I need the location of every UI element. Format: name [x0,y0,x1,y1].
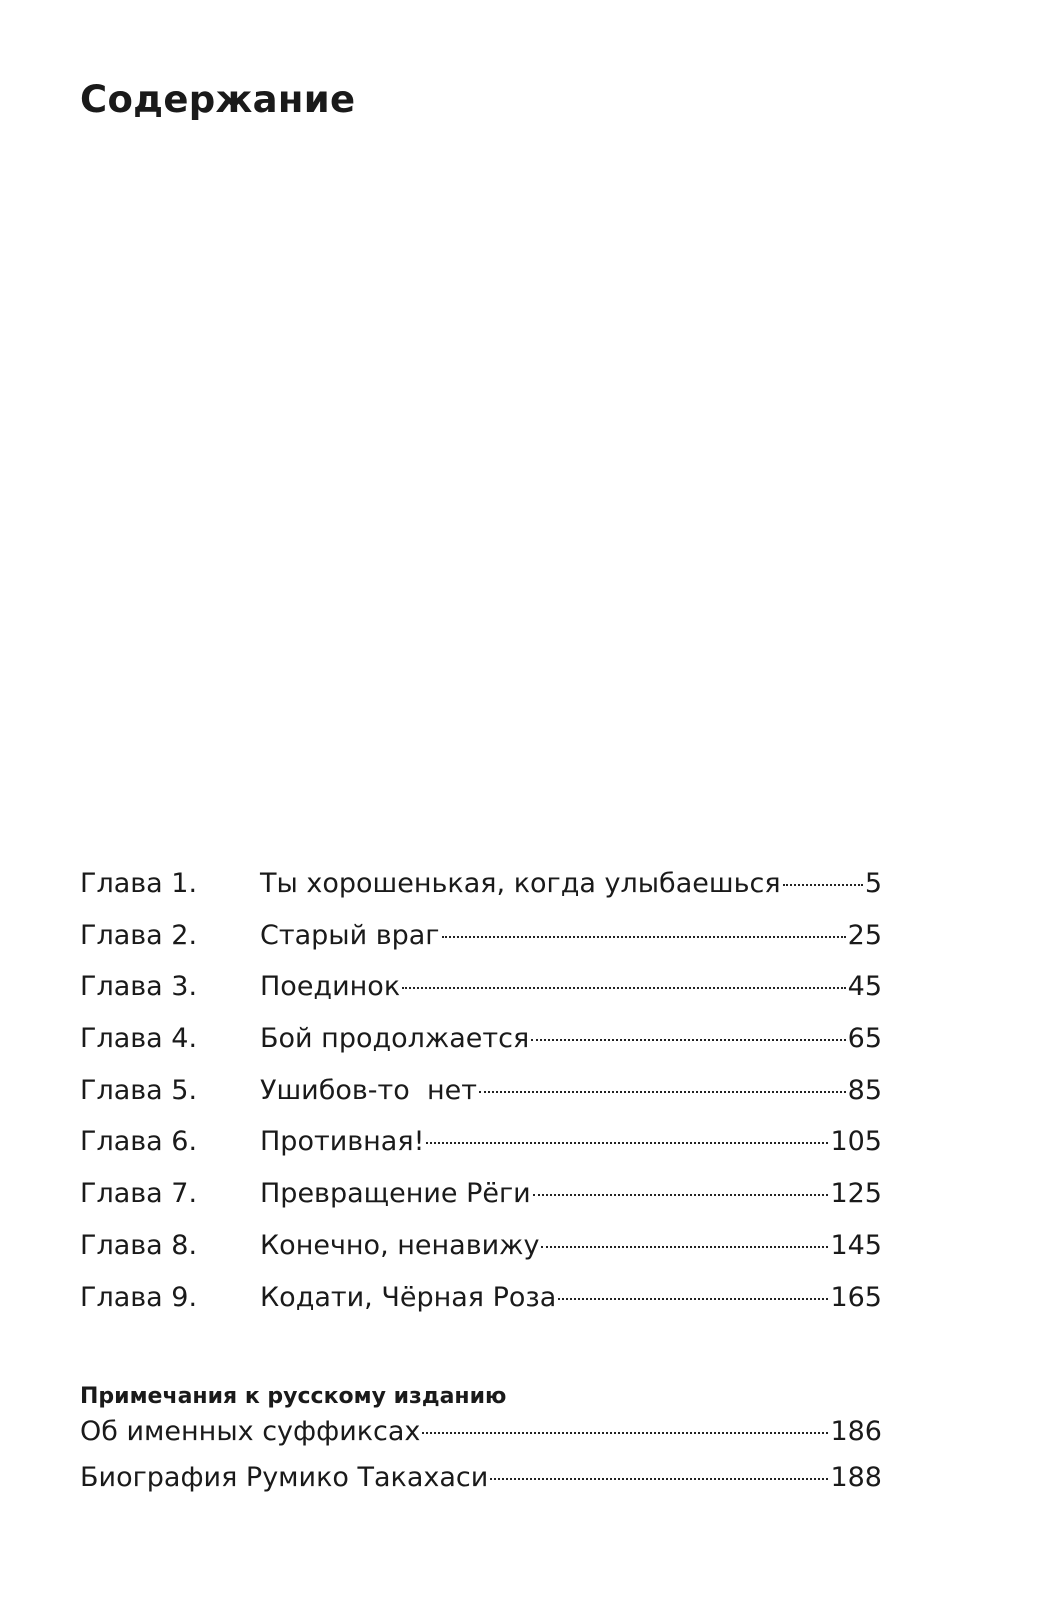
toc-entry-chapter-7[interactable] [80,1178,882,1230]
chapter-label: Глава 1. [80,868,198,899]
chapter-label: Глава 9. [80,1281,198,1313]
dot-leader [558,1298,828,1300]
chapter-title: Кодати, Чёрная Роза [260,1281,557,1313]
page-number: 25 [847,919,882,951]
page-number: 65 [847,1023,882,1055]
chapter-label: Глава 4. [80,1023,198,1055]
dot-leader [783,884,863,886]
toc-entry-chapter-9[interactable] [80,1282,882,1334]
chapter-title: Противная! [260,1126,425,1158]
dot-leader [426,1142,828,1144]
chapter-label: Глава 7. [80,1178,198,1210]
dot-leader [490,1478,828,1480]
page-title: Содержание [80,78,356,121]
page-number: 105 [830,1126,882,1158]
toc-entry-name-suffixes[interactable] [80,1416,882,1462]
chapter-label: Глава 6. [80,1126,198,1158]
chapter-title: Поединок [260,971,401,1003]
entry-title: Биография Румико Такахаси [80,1462,489,1493]
toc-entry-chapter-2[interactable] [80,920,882,972]
toc-entry-chapter-5[interactable] [80,1075,882,1127]
chapter-title: Конечно, ненавижу [260,1229,540,1261]
chapter-title: Бой продолжается [260,1023,530,1055]
page-number: 165 [830,1281,882,1313]
toc-entry-chapter-6[interactable] [80,1126,882,1178]
toc-entry-chapter-8[interactable] [80,1230,882,1282]
chapter-label: Глава 2. [80,919,198,951]
notes-section [80,1378,882,1508]
dot-leader [402,987,846,989]
entry-title: Об именных суффиксах [80,1416,421,1447]
page-number: 188 [830,1462,882,1493]
chapter-title: Ушибов-то нет [260,1074,477,1106]
dot-leader [531,1039,845,1041]
dot-leader [422,1432,828,1434]
page-number: 5 [864,868,882,899]
chapter-title: Старый враг [260,919,440,951]
page-number: 186 [830,1416,882,1447]
chapter-title: Превращение Рёги [260,1178,531,1210]
page-number: 125 [830,1178,882,1210]
page-number: 85 [847,1074,882,1106]
toc-entry-chapter-4[interactable] [80,1023,882,1075]
toc-entry-chapter-3[interactable] [80,971,882,1023]
dot-leader [533,1194,829,1196]
table-of-contents [80,868,882,1333]
chapter-title: Ты хорошенькая, когда улыбаешься [260,868,781,899]
toc-entry-chapter-1[interactable] [80,868,882,920]
page-number: 145 [830,1229,882,1261]
dot-leader [479,1091,846,1093]
chapter-label: Глава 8. [80,1229,198,1261]
notes-heading: Примечания к русскому изданию [80,1384,507,1409]
toc-entry-biography[interactable] [80,1462,882,1508]
page-number: 45 [847,971,882,1003]
dot-leader [442,936,846,938]
dot-leader [541,1246,828,1248]
chapter-label: Глава 3. [80,971,198,1003]
chapter-label: Глава 5. [80,1074,198,1106]
